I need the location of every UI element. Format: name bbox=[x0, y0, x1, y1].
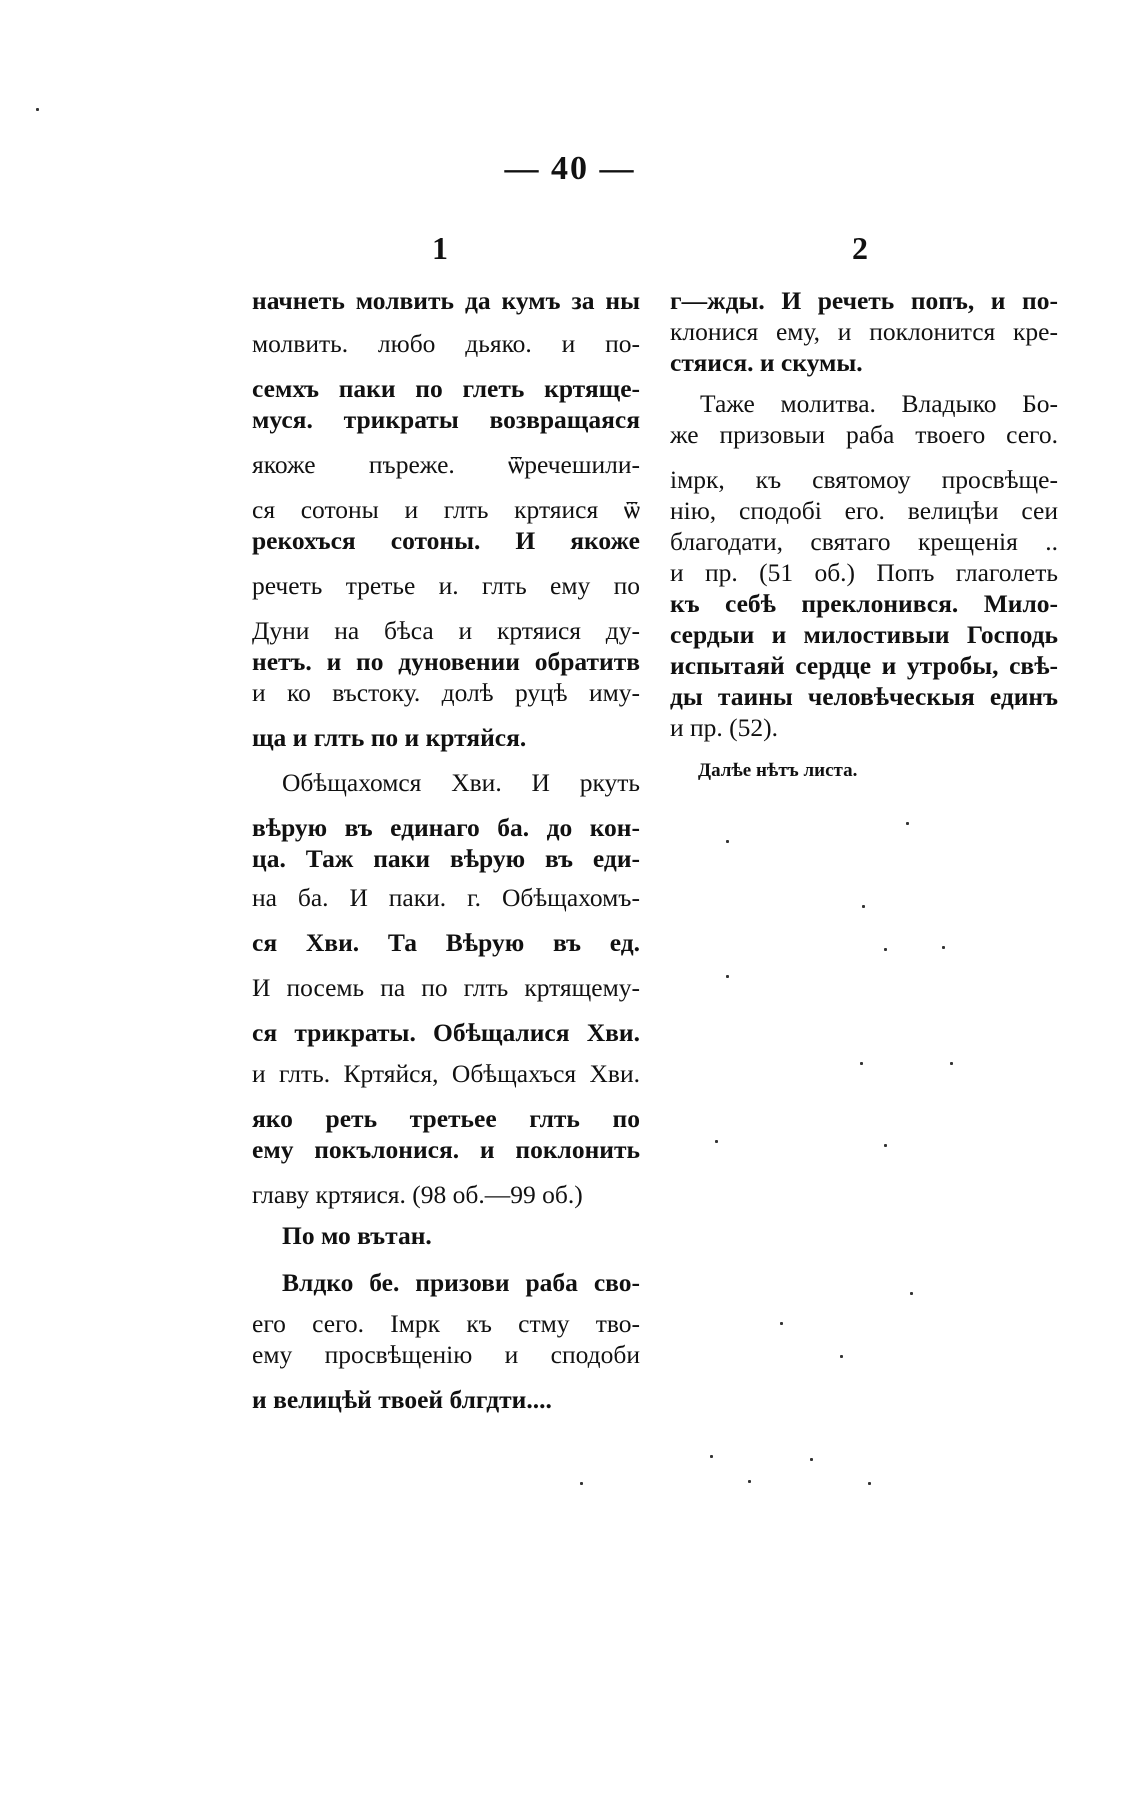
text-line: ды таины человѣческыя единъ bbox=[670, 682, 1058, 711]
text-line: ся сотоны и глть кртяися ѿ bbox=[252, 495, 640, 524]
print-speck bbox=[862, 905, 865, 908]
text-line: клонися ему, и поклонится кре- bbox=[670, 317, 1058, 346]
print-speck bbox=[910, 1292, 913, 1295]
text-line: Дуни на бѣса и кртяися ду- bbox=[252, 616, 640, 645]
text-line: ца. Таж паки вѣрую въ еди- bbox=[252, 844, 640, 873]
right-column bbox=[670, 285, 1058, 743]
print-speck bbox=[884, 1144, 887, 1147]
text-line: къ себѣ преклонився. Мило- bbox=[670, 589, 1058, 618]
text-line: ся Хви. Та Вѣрую въ ед. bbox=[252, 928, 640, 957]
text-line: молвить. любо дьяко. и по- bbox=[252, 329, 640, 358]
text-line: По мо вътан. bbox=[282, 1221, 432, 1250]
text-line: семхъ паки по глеть кртяще- bbox=[252, 374, 640, 403]
text-line: и велицѣй твоей блгдти.... bbox=[252, 1385, 552, 1414]
print-speck bbox=[906, 822, 909, 825]
column-number-left: 1 bbox=[432, 230, 448, 266]
text-line: г—жды. И речеть попъ, и по- bbox=[670, 286, 1058, 315]
column-number-right: 2 bbox=[852, 230, 868, 266]
text-line: імрк, къ святомоу просвѣще- bbox=[670, 465, 1058, 494]
text-line: Таже молитва. Владыко Бо- bbox=[700, 389, 1058, 418]
text-line: сердыи и милостивыи Господь bbox=[670, 620, 1058, 649]
text-line: испытаяй сердце и утробы, свѣ- bbox=[670, 651, 1058, 680]
text-line: Влдко бе. призови раба сво- bbox=[282, 1268, 640, 1297]
text-line: вѣрую въ единаго ба. до кон- bbox=[252, 813, 640, 842]
text-line: и пр. (51 об.) Попъ глаголеть bbox=[670, 558, 1058, 587]
print-speck bbox=[726, 975, 729, 978]
left-column bbox=[252, 285, 640, 1415]
end-note: Далѣе нѣтъ листа. bbox=[698, 760, 858, 781]
text-line: якоже пъреже. ѿречешили- bbox=[252, 450, 640, 479]
text-line: ся трикраты. Обѣщалися Хви. bbox=[252, 1018, 640, 1047]
page-number: — 40 — bbox=[504, 150, 636, 187]
text-line: и пр. (52). bbox=[670, 713, 779, 742]
text-line: же призовыи раба твоего сего. bbox=[670, 420, 1058, 449]
print-speck bbox=[950, 1062, 953, 1065]
text-line: Обѣщахомся Хви. И ркуть bbox=[282, 768, 640, 797]
text-line: на ба. И паки. г. Обѣщахомъ- bbox=[252, 883, 640, 912]
text-line: начнеть молвить да кумъ за ны bbox=[252, 286, 640, 315]
print-speck bbox=[884, 948, 887, 951]
text-line: ща и глть по и кртяйся. bbox=[252, 723, 527, 752]
text-line: стяися. и скумы. bbox=[670, 348, 863, 377]
print-speck bbox=[580, 1482, 583, 1485]
text-line: и глть. Кртяйся, Обѣщахъся Хви. bbox=[252, 1059, 640, 1088]
print-speck bbox=[36, 108, 39, 111]
print-speck bbox=[868, 1482, 871, 1485]
text-line: И посемь па по глть кртящему- bbox=[252, 973, 640, 1002]
text-line: нетъ. и по дуновении обратитв bbox=[252, 647, 640, 676]
text-line: его сего. Імрк къ стму тво- bbox=[252, 1309, 640, 1338]
text-line: ему просвѣщенію и сподоби bbox=[252, 1340, 640, 1369]
print-speck bbox=[942, 946, 945, 949]
text-line: яко реть третьее глть по bbox=[252, 1104, 640, 1133]
text-line: рекохъся сотоны. И якоже bbox=[252, 526, 640, 555]
text-line: речеть третье и. глть ему по bbox=[252, 571, 640, 600]
text-line: ему покълонися. и поклонить bbox=[252, 1135, 640, 1164]
text-line: муся. трикраты возвращаяся bbox=[252, 405, 640, 434]
text-line: нію, сподобі его. велицѣи сеи bbox=[670, 496, 1058, 525]
print-speck bbox=[715, 1140, 718, 1143]
print-speck bbox=[840, 1355, 843, 1358]
text-line: главу кртяися. (98 об.—99 об.) bbox=[252, 1180, 583, 1209]
print-speck bbox=[710, 1455, 713, 1458]
print-speck bbox=[780, 1322, 783, 1325]
print-speck bbox=[748, 1480, 751, 1483]
text-line: и ко въстоку. долѣ руцѣ иму- bbox=[252, 678, 640, 707]
print-speck bbox=[810, 1458, 813, 1461]
print-speck bbox=[726, 840, 729, 843]
print-speck bbox=[860, 1062, 863, 1065]
text-line: благодати, святаго крещенія .. bbox=[670, 527, 1058, 556]
